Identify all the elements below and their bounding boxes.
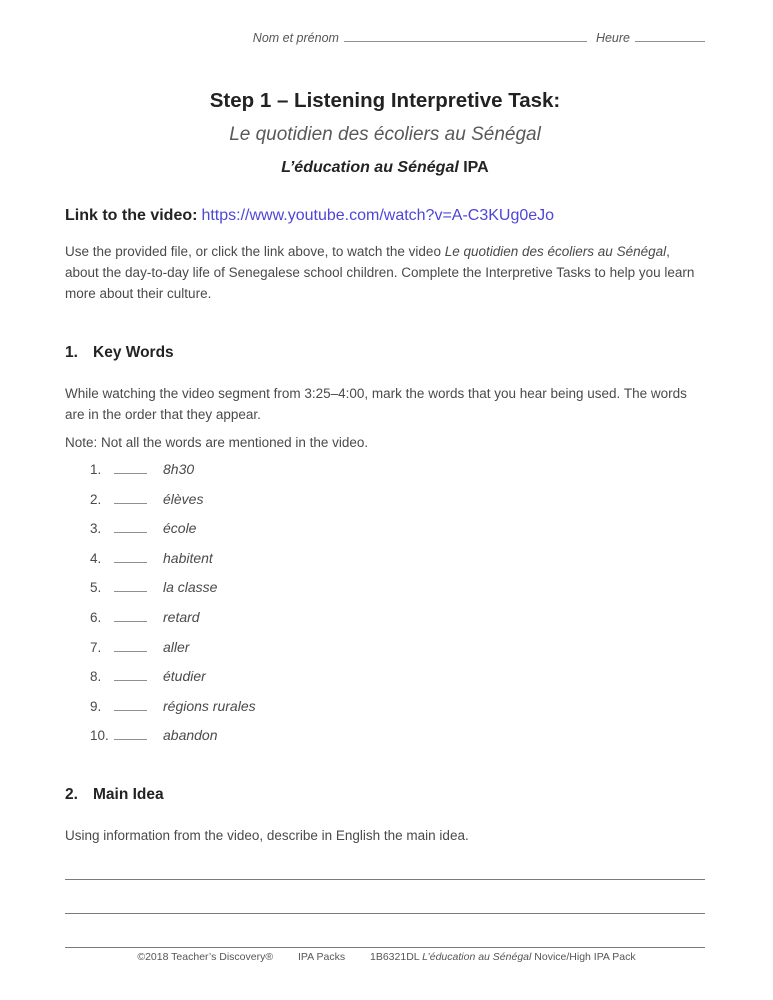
section1-note: Note: Not all the words are mentioned in the video. [65, 435, 369, 450]
list-item [65, 461, 705, 491]
list-item [65, 698, 705, 728]
header [65, 30, 705, 46]
section1-heading [65, 343, 705, 363]
item-number: 6. [90, 609, 102, 625]
item-blank-field [114, 620, 147, 622]
ipa-title-italic: L’éducation au Sénégal [281, 159, 459, 176]
ipa-title [65, 158, 705, 178]
item-word: 8h30 [163, 461, 195, 477]
item-word: retard [163, 608, 200, 625]
footer-copyright: ©2018 Teacher’s Discovery® [137, 951, 274, 963]
item-word: habitent [163, 549, 213, 566]
item-word: aller [163, 638, 190, 655]
heure-blank-field [635, 40, 705, 42]
item-word: abandon [163, 727, 218, 744]
footer-item-code: 1B6321DL [370, 951, 420, 963]
section2-heading [65, 785, 705, 805]
item-number: 3. [90, 521, 102, 537]
section1-instructions: While watching the video segment from 3:25–4:00, mark the words that you hear being used. The words are in the order that they appear. [65, 386, 687, 422]
key-words-list [65, 461, 705, 757]
section2-title: Main Idea [93, 785, 164, 803]
item-word: régions rurales [163, 697, 256, 714]
answer-line [65, 880, 705, 914]
footer-item-title: L’éducation au Sénégal [422, 951, 532, 963]
name-label: Nom et prénom [252, 31, 339, 45]
item-word: la classe [163, 579, 218, 596]
page-subtitle: Le quotidien des écoliers au Sénégal [229, 124, 541, 145]
list-item [65, 550, 705, 580]
item-number: 7. [90, 639, 102, 655]
list-item [65, 639, 705, 669]
main-idea-answer-area [65, 859, 705, 948]
item-blank-field [114, 561, 147, 563]
list-item [65, 491, 705, 521]
list-item [65, 609, 705, 639]
item-blank-field [114, 709, 147, 711]
item-blank-field [114, 738, 147, 740]
item-number: 2. [90, 491, 102, 507]
item-blank-field [114, 472, 147, 474]
list-item [65, 668, 705, 698]
video-link[interactable]: https://www.youtube.com/watch?v=A-C3KUg0eJo [201, 207, 555, 224]
footer-item-info [370, 951, 636, 963]
item-number: 8. [90, 669, 102, 685]
page-footer [0, 950, 773, 964]
name-blank-field [344, 40, 587, 42]
video-link-label: Link to the video: [65, 207, 198, 224]
item-number: 1. [90, 462, 102, 477]
page-title: Step 1 – Listening Interpretive Task: [209, 89, 561, 112]
footer-product-line: IPA Packs [298, 951, 346, 963]
heure-label: Heure [595, 31, 630, 45]
item-number: 9. [90, 698, 102, 714]
list-item [65, 520, 705, 550]
item-blank-field [114, 590, 147, 592]
section2-instructions: Using information from the video, describe in English the main idea. [65, 827, 469, 843]
item-number: 5. [90, 580, 102, 596]
ipa-title-suffix: IPA [463, 159, 489, 176]
item-blank-field [114, 502, 147, 504]
section1-number: 1. [65, 344, 78, 361]
item-blank-field [114, 650, 147, 652]
item-word: étudier [163, 668, 206, 685]
intro-text-1: Use the provided file, or click the link above, to watch the video [65, 244, 445, 259]
answer-line [65, 859, 705, 880]
item-number: 10. [90, 728, 109, 744]
list-item [65, 727, 705, 757]
item-word: élèves [163, 490, 204, 507]
item-number: 4. [90, 550, 102, 566]
intro-text-2: , about the day-to-day life of Senegalese school children. Complete the Interpretive Tasks to help you learn more about their culture. [65, 244, 695, 301]
section1-title: Key Words [93, 344, 174, 361]
intro-paragraph [65, 241, 705, 304]
item-word: école [163, 520, 197, 537]
list-item [65, 579, 705, 609]
item-blank-field [114, 679, 147, 681]
video-link-row [65, 205, 705, 226]
section2-number: 2. [65, 785, 78, 803]
item-blank-field [114, 531, 147, 533]
footer-item-suffix: Novice/High IPA Pack [534, 951, 636, 963]
answer-line [65, 914, 705, 948]
intro-video-title: Le quotidien des écoliers au Sénégal [444, 244, 667, 259]
